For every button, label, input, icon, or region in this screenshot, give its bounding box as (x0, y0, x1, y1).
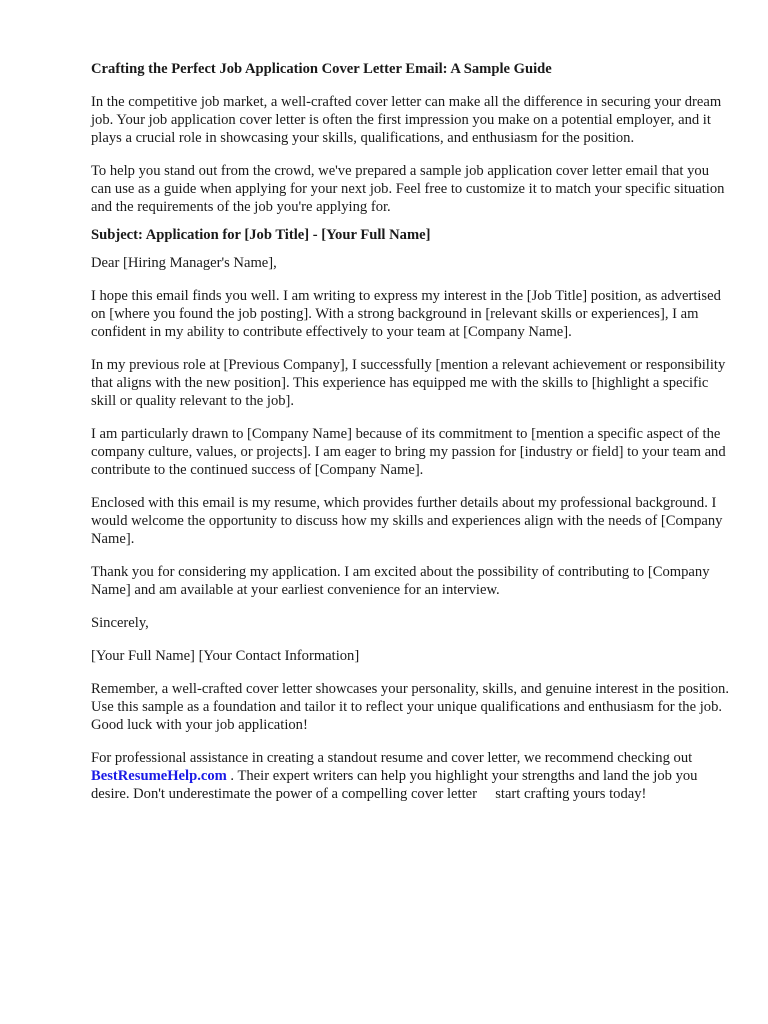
final-paragraph-after-link: . Their expert writers can help you highlight your strengths and land the job you desire. Don't underestimate the power of a compelling cover letter start crafting yours today! (91, 768, 698, 802)
intro-paragraph-1: In the competitive job market, a well-crafted cover letter can make all the difference in securing your dream job. Your job application cover letter is often the first impression you make on a potential employer, and it plays a crucial role in showcasing your skills, qualifications, and enthusiasm for the position. (91, 94, 722, 146)
signature: [Your Full Name] [Your Contact Information] (91, 648, 360, 664)
salutation: Dear [Hiring Manager's Name], (91, 255, 277, 271)
letter-paragraph-4: Enclosed with this email is my resume, which provides further details about my professional background. I would welcome the opportunity to discuss how my skills and experiences align with the needs of [Company Name]. (91, 495, 723, 547)
document-title: Crafting the Perfect Job Application Cover Letter Email: A Sample Guide (91, 61, 552, 77)
letter-paragraph-5: Thank you for considering my application. I am excited about the possibility of contributing to [Company Name] and am available at your earliest convenience for an interview. (91, 564, 710, 598)
final-paragraph-before-link: For professional assistance in creating a standout resume and cover letter, we recommend checking out (91, 750, 693, 766)
remember-paragraph: Remember, a well-crafted cover letter showcases your personality, skills, and genuine interest in the position. Use this sample as a foundation and tailor it to reflect your unique qualifications and enthusiasm for the job. Good luck with your job application! (91, 681, 729, 733)
intro-paragraph-2: To help you stand out from the crowd, we've prepared a sample job application cover letter email that you can use as a guide when applying for your next job. Feel free to customize it to match your specific situation and the requirements of the job you're applying for. (91, 163, 725, 215)
letter-paragraph-3: I am particularly drawn to [Company Name] because of its commitment to [mention a specific aspect of the company culture, values, or projects]. I am eager to bring my passion for [industry or field] to your team and contribute to the continued success of [Company Name]. (91, 426, 726, 478)
email-subject: Subject: Application for [Job Title] - [Your Full Name] (91, 227, 431, 243)
closing: Sincerely, (91, 615, 149, 631)
document-page (91, 60, 731, 818)
letter-paragraph-2: In my previous role at [Previous Company], I successfully [mention a relevant achievement or responsibility that aligns with the new position]. This experience has equipped me with the skills to [highlight a specific skill or quality relevant to the job]. (91, 357, 726, 409)
final-paragraph (91, 749, 731, 803)
letter-paragraph-1: I hope this email finds you well. I am writing to express my interest in the [Job Title] position, as advertised on [where you found the job posting]. With a strong background in [relevant skills or experiences], I am confident in my ability to contribute effectively to your team at [Company Name]. (91, 288, 721, 340)
best-resume-help-link[interactable]: BestResumeHelp.com (91, 768, 227, 784)
